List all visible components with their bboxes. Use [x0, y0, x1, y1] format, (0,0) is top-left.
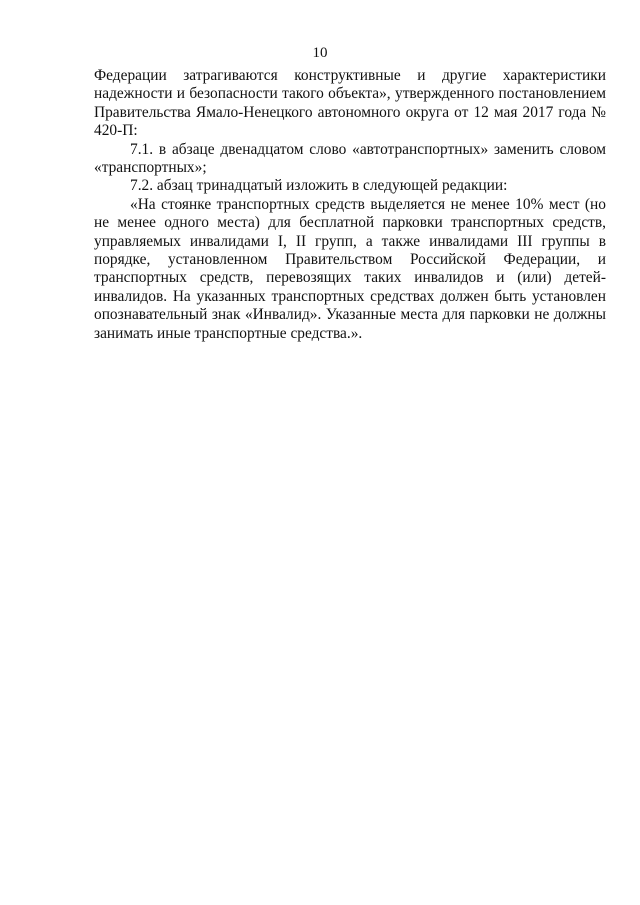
- document-body: [94, 67, 606, 343]
- page-number: 10: [312, 45, 328, 61]
- paragraph-quoted-text: «На стоянке транспортных средств выделяется не менее 10% мест (но не менее одного места) для бесплатной парковки транспортных средств, управляемых инвалидами I, II групп, а также инвалидами III группы в порядке, установленном Правительством Российской Федерации, и транспортных средств, перевозящих таких инвалидов и (или) детей-инвалидов. На указанных транспортных средствах должен быть установлен опознавательный знак «Инвалид». Указанные места для парковки не должны занимать иные транспортные средства.».: [94, 195, 606, 342]
- paragraph-continuation: Федерации затрагиваются конструктивные и другие характеристики надежности и безопасности такого объекта», утвержденного постановлением Правительства Ямало-Ненецкого автономного округа от 12 мая 2017 года № 420-П:: [94, 67, 606, 140]
- paragraph-item-7-2: 7.2. абзац тринадцатый изложить в следующей редакции:: [130, 177, 508, 195]
- paragraph-item-7-1: 7.1. в абзаце двенадцатом слово «автотранспортных» заменить словом «транспортных»;: [94, 140, 606, 177]
